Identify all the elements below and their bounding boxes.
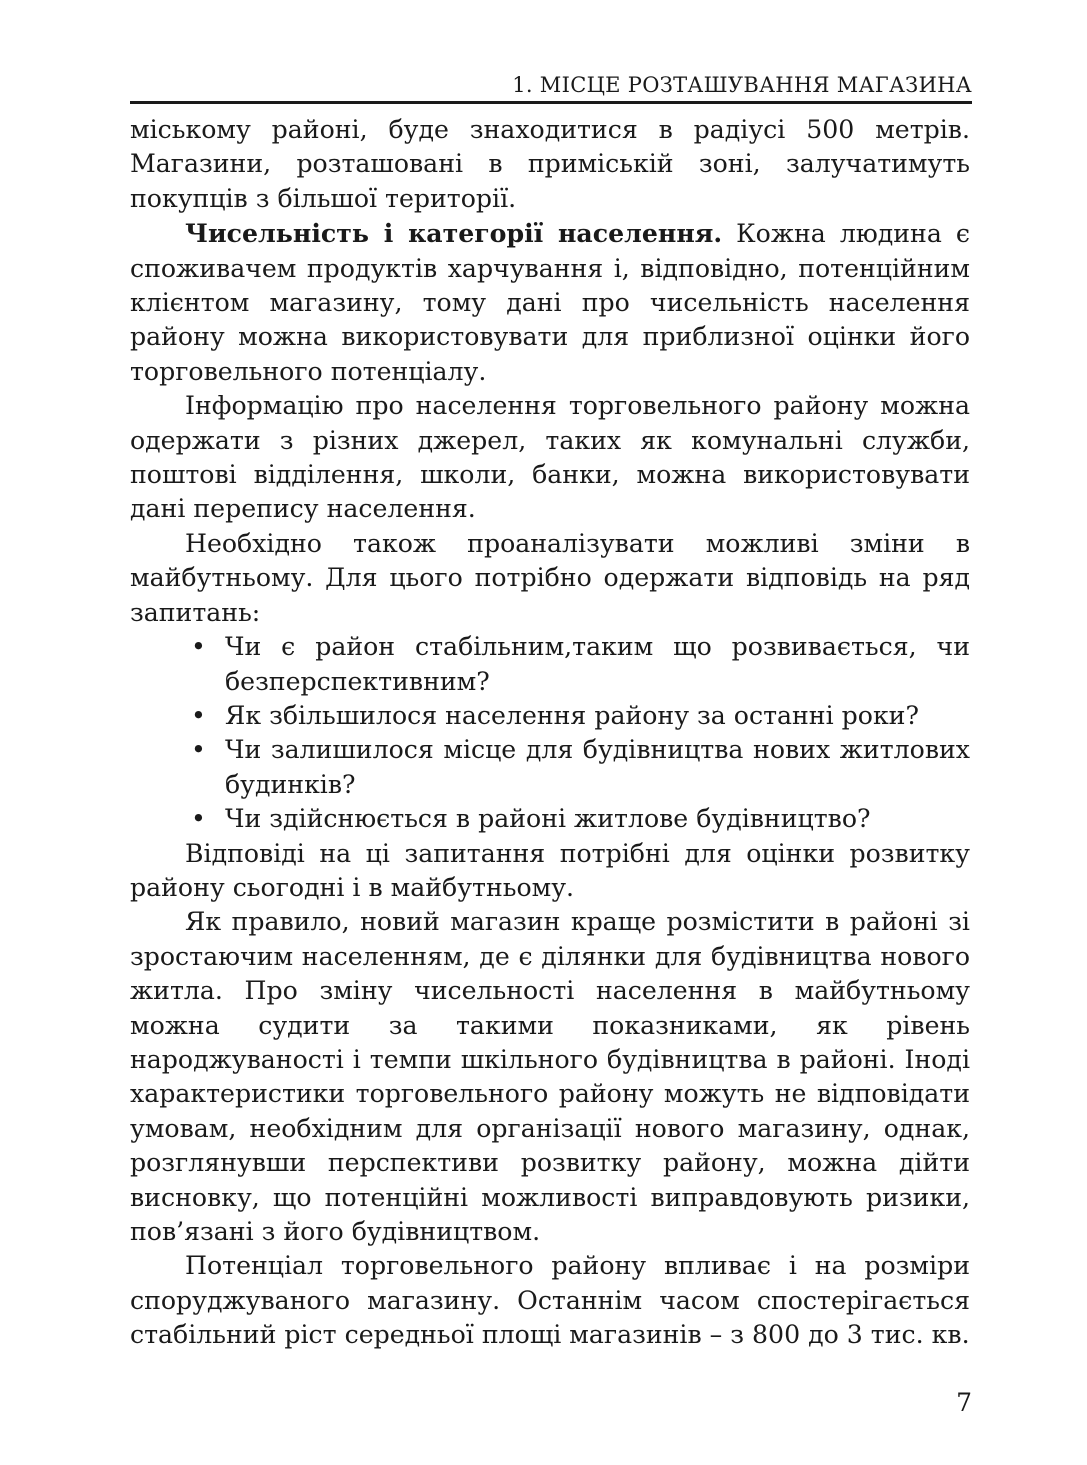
bullet-icon: • — [191, 804, 206, 834]
paragraph-new-store-placement: Як правило, новий магазин краще розмістити в районі зі зростаючим населенням, де є ділянки для будівництва нового житла. Про зміну чисельності населення в майбутньому можна судити за такими показниками, як рівень народжуваності і темпи шкільного будівництва в районі. Іноді характеристики торговельного району можуть не відповідати умовам, необхідним для організації нового магазину, однак, розглянувши перспективи розвитку району, можна дійти висновку, що потенційні можливості виправдовують ризики, пов’язані з його будівництвом. — [130, 907, 970, 1246]
header-rule — [130, 101, 972, 104]
paragraph-text: Кожна людина є споживачем продуктів харчування і, відповідно, потенційним клієнтом магазину, тому дані про чисельність населення району можна використовувати для приблизної оцінки його торговельного потенціалу. — [130, 219, 970, 386]
list-item-text: Чи залишилося місце для будівництва нових житлових будинків? — [225, 735, 970, 799]
bullet-icon: • — [191, 700, 206, 730]
bullet-icon: • — [191, 632, 206, 662]
page-number: 7 — [956, 1388, 972, 1417]
list-item-text: Чи здійснюється в районі житлове будівництво? — [225, 804, 871, 834]
list-item-text: Як збільшилося населення району за останні роки? — [225, 700, 919, 730]
list-item — [191, 733, 970, 802]
paragraph-answers: Відповіді на ці запитання потрібні для оцінки розвитку району сьогодні і в майбутньому. — [130, 838, 970, 902]
paragraph-continuation: міському районі, буде знаходитися в радіусі 500 метрів. Магазини, розташовані в приміській зоні, залучатимуть покупців з більшої території. — [130, 115, 970, 213]
page-body — [130, 113, 970, 1353]
question-list — [130, 630, 970, 836]
bullet-icon: • — [191, 735, 206, 765]
paragraph-information-sources: Інформацію про населення торговельного району можна одержати з різних джерел, таких як комунальні служби, поштові відділення, школи, банки, можна використовувати дані перепису населення. — [130, 391, 970, 524]
paragraph-future-changes: Необхідно також проаналізувати можливі зміни в майбутньому. Для цього потрібно одержати відповідь на ряд запитань: — [130, 528, 970, 627]
paragraph-store-size: Потенціал торговельного району впливає і на розміри споруджуваного магазину. Останнім часом спостерігається стабільний ріст середньої площі магазинів – з 800 до 3 тис. кв. — [130, 1251, 970, 1350]
list-item — [191, 630, 970, 699]
list-item-text: Чи є район стабільним,таким що розвивається, чи безперспективним? — [225, 632, 970, 696]
running-header: 1. МІСЦЕ РОЗТАШУВАННЯ МАГАЗИНА — [512, 73, 972, 97]
list-item — [191, 802, 970, 836]
paragraph-bold-lead: Чисельність і категорії населення. — [185, 218, 723, 249]
paragraph-population — [130, 216, 970, 389]
list-item — [191, 699, 970, 733]
